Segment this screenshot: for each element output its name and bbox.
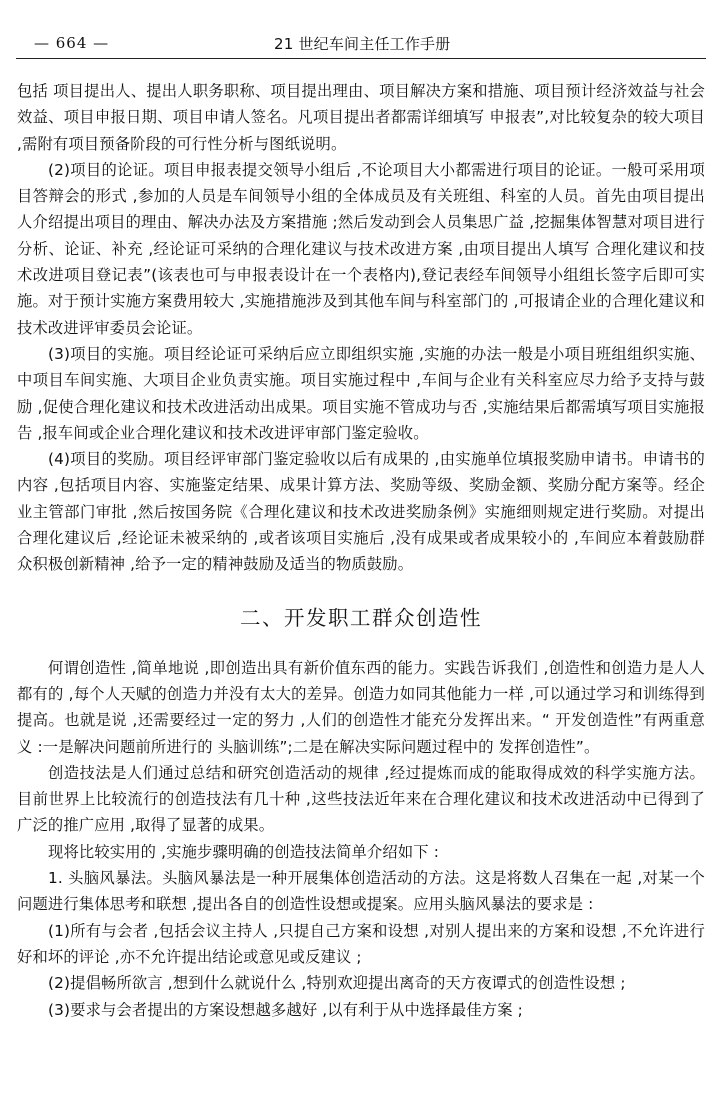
list-item-rule-2: (2)提倡畅所欲言 ,想到什么就说什么 ,特别欢迎提出离奇的天方夜谭式的创造性设想 ; bbox=[48, 974, 626, 993]
page-number: — 664 — bbox=[34, 34, 110, 52]
paragraph-creative-techniques: 创造技法是人们通过总结和研究创造活动的规律 ,经过提炼而成的能取得成效的科学实施方法。目前世界上比较流行的创造技法有几十种 ,这些技法近年来在合理化建议和技术改进活动中已得到了广泛的推广应用 ,取得了显著的成果。 bbox=[17, 763, 705, 835]
list-item-rule-3: (3)要求与会者提出的方案设想越多越好 ,以有利于从中选择最佳方案 ; bbox=[48, 1000, 523, 1019]
list-item-rule-1: (1)所有与会者 ,包括会议主持人 ,只提自己方案和设想 ,对别人提出来的方案和设想 ,不允许进行好和坏的评论 ,亦不允许提出结论或意见或反建议 ; bbox=[17, 921, 705, 966]
running-header bbox=[16, 30, 706, 59]
body-text bbox=[17, 78, 705, 1023]
paragraph-project-implementation: (3)项目的实施。项目经论证可采纳后应立即组织实施 ,实施的办法一般是小项目班组组织实施、中项目车间实施、大项目企业负责实施。项目实施过程中 ,车间与企业有关科室应尽力给予支持与鼓励 ,促使合理化建议和技术改进活动出成果。项目实施不管成功与否 ,实施结果后都需填写项目实施报告 ,报车间或企业合理化建议和技术改进评审部门鉴定验收。 bbox=[17, 344, 705, 442]
paragraph-application-contents: 包括 项目提出人、提出人职务职称、项目提出理由、项目解决方案和措施、项目预计经济效益与社会效益、项目申报日期、项目申请人签名。凡项目提出者都需详细填写 申报表”,对比较复杂的较大项目 ,需附有项目预备阶段的可行性分析与图纸说明。 bbox=[17, 82, 705, 153]
book-title: 21 世纪车间主任工作手册 bbox=[274, 35, 451, 53]
section-heading: 二、开发职工群众创造性 bbox=[240, 605, 482, 630]
paragraph-project-evaluation: (2)项目的论证。项目申报表提交领导小组后 ,不论项目大小都需进行项目的论证。一般可采用项目答辩会的形式 ,参加的人员是车间领导小组的全体成员及有关班组、科室的人员。首先由项目提出人介绍提出项目的理由、解决办法及方案措施 ;然后发动到会人员集思广益 ,挖掘集体智慧对项目进行分析、论证、补充 ,经论证可采纳的合理化建议与技术改进方案 ,由项目提出人填写 合理化建议和技术改进项目登记表”(该表也可与申报表设计在一个表格内),登记表经车间领导小组组长签字后即可实施。对于预计实施方案费用较大 ,实施措施涉及到其他车间与科室部门的 ,可报请企业的合理化建议和技术改进评审委员会论证。 bbox=[17, 160, 705, 337]
paragraph-techniques-intro: 现将比较实用的 ,实施步骤明确的创造技法简单介绍如下 : bbox=[48, 842, 440, 861]
paragraph-brainstorming: 1. 头脑风暴法。头脑风暴法是一种开展集体创造活动的方法。这是将数人召集在一起 ,对某一个问题进行集体思考和联想 ,提出各自的创造性设想或提案。应用头脑风暴法的要求是 : bbox=[17, 869, 705, 914]
paragraph-creativity-definition: 何谓创造性 ,简单地说 ,即创造出具有新价值东西的能力。实践告诉我们 ,创造性和创造力是人人都有的 ,每个人天赋的创造力并没有太大的差异。创造力如同其他能力一样 ,可以通过学习和训练得到提高。也就是说 ,还需要经过一定的努力 ,人们的创造性才能充分发挥出来。“ 开发创造性”有两重意义 :一是解决问题前所进行的 头脑训练”;二是在解决实际问题过程中的 发挥创造性”。 bbox=[17, 658, 705, 756]
paragraph-project-reward: (4)项目的奖励。项目经评审部门鉴定验收以后有成果的 ,由实施单位填报奖励申请书。申请书的内容 ,包括项目内容、实施鉴定结果、成果计算方法、奖励等级、奖励金额、奖励分配方案等。经企业主管部门审批 ,然后按国务院《合理化建议和技术改进奖励条例》实施细则规定进行奖励。对提出合理化建议后 ,经论证未被采纳的 ,或者该项目实施后 ,没有成果或者成果较小的 ,车间应本着鼓励群众积极创新精神 ,给予一定的精神鼓励及适当的物质鼓励。 bbox=[17, 450, 705, 574]
